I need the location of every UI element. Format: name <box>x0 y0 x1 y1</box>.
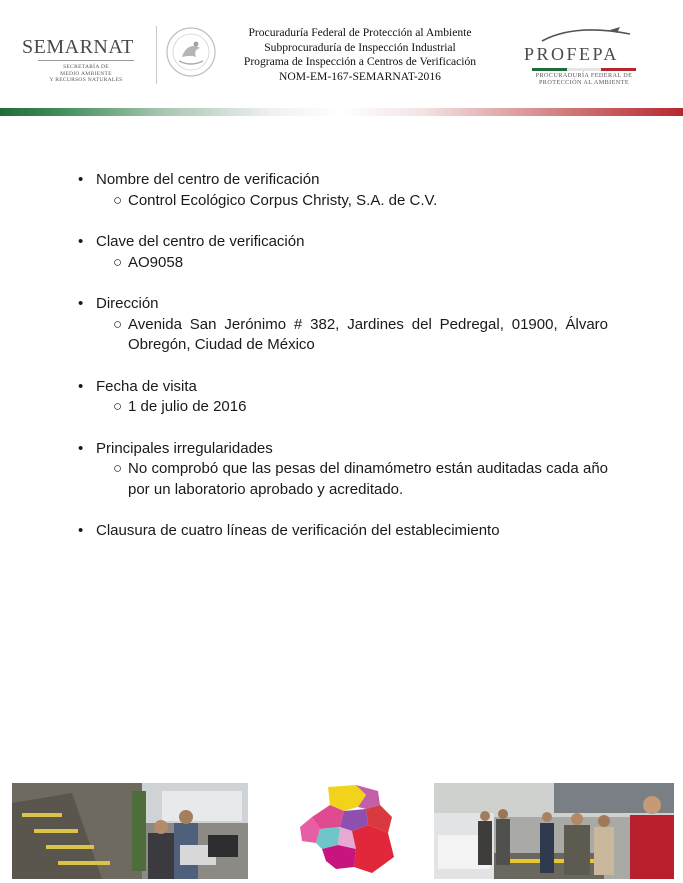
item-detail-text: No comprobó que las pesas del dinamómetro están auditadas cada año por un laboratorio aprobado y acreditado. <box>128 460 608 498</box>
header-color-stripe <box>0 108 683 116</box>
item-detail <box>96 459 608 500</box>
item-detail-text: Control Ecológico Corpus Christy, S.A. de C.V. <box>128 191 438 209</box>
circle-bullet-icon: ○ <box>113 460 123 477</box>
item-label: Fecha de visita <box>96 377 197 395</box>
item-detail <box>96 397 608 418</box>
bullet-icon: • <box>78 439 84 457</box>
document-header <box>0 0 683 118</box>
bullet-icon: • <box>78 295 84 312</box>
circle-bullet-icon: ○ <box>113 253 123 271</box>
header-line-agency: Procuraduría Federal de Protección al Ambiente <box>248 26 472 39</box>
header-line-subagency: Subprocuraduría de Inspección Industrial <box>264 40 456 54</box>
list-item-visit-date <box>78 377 608 418</box>
profepa-flag-band <box>532 68 636 71</box>
item-detail-text: Avenida San Jerónimo # 382, Jardines del Pedregal, 01900, Álvaro Obregón, Ciudad de México <box>128 315 608 353</box>
profepa-subtitle: PROCURADURÍA FEDERAL DE PROTECCIÓN AL AMBIENTE <box>535 72 633 86</box>
list-item-address <box>78 294 608 356</box>
item-detail <box>96 253 608 274</box>
circle-bullet-icon: ○ <box>113 315 123 333</box>
circle-bullet-icon: ○ <box>113 398 123 415</box>
header-title <box>212 26 508 84</box>
item-label: Nombre del centro de verificación <box>96 171 320 188</box>
semarnat-logo <box>22 26 192 90</box>
item-label: Principales irregularidades <box>96 439 273 457</box>
bullet-icon: • <box>78 233 84 250</box>
header-line-norm: NOM-EM-167-SEMARNAT-2016 <box>279 69 441 83</box>
list-item-closure <box>78 521 608 542</box>
item-label: Dirección <box>96 295 159 312</box>
bullet-icon: • <box>78 522 84 539</box>
semarnat-name: SEMARNAT <box>22 36 134 58</box>
verification-summary <box>78 170 608 563</box>
inspection-photo-right <box>434 783 674 879</box>
item-detail <box>96 191 608 212</box>
list-item-center-key <box>78 232 608 273</box>
list-item-irregularities <box>78 439 608 501</box>
profepa-name: PROFEPA <box>524 44 619 64</box>
bullet-icon: • <box>78 171 84 188</box>
semarnat-subtitle: SECRETARÍA DE MEDIO AMBIENTE Y RECURSOS NATURALES <box>49 64 123 83</box>
profepa-logo <box>520 26 650 90</box>
mexico-city-map <box>282 783 410 879</box>
item-detail-text: AO9058 <box>128 253 184 271</box>
item-detail-text: 1 de julio de 2016 <box>128 398 247 415</box>
inspection-photo-left <box>12 783 248 879</box>
item-label: Clausura de cuatro líneas de verificación del establecimiento <box>96 522 500 539</box>
header-line-program: Programa de Inspección a Centros de Verificación <box>243 55 477 69</box>
item-detail <box>96 315 608 356</box>
bullet-icon: • <box>78 377 84 395</box>
mexico-seal-icon <box>165 26 217 78</box>
profepa-swoosh-icon <box>538 26 634 44</box>
item-label: Clave del centro de verificación <box>96 233 305 250</box>
logo-divider <box>156 26 157 84</box>
photo-strip <box>0 783 683 883</box>
summary-list <box>78 170 608 542</box>
circle-bullet-icon: ○ <box>113 191 123 209</box>
list-item-center-name <box>78 170 608 211</box>
semarnat-rule <box>38 60 134 61</box>
